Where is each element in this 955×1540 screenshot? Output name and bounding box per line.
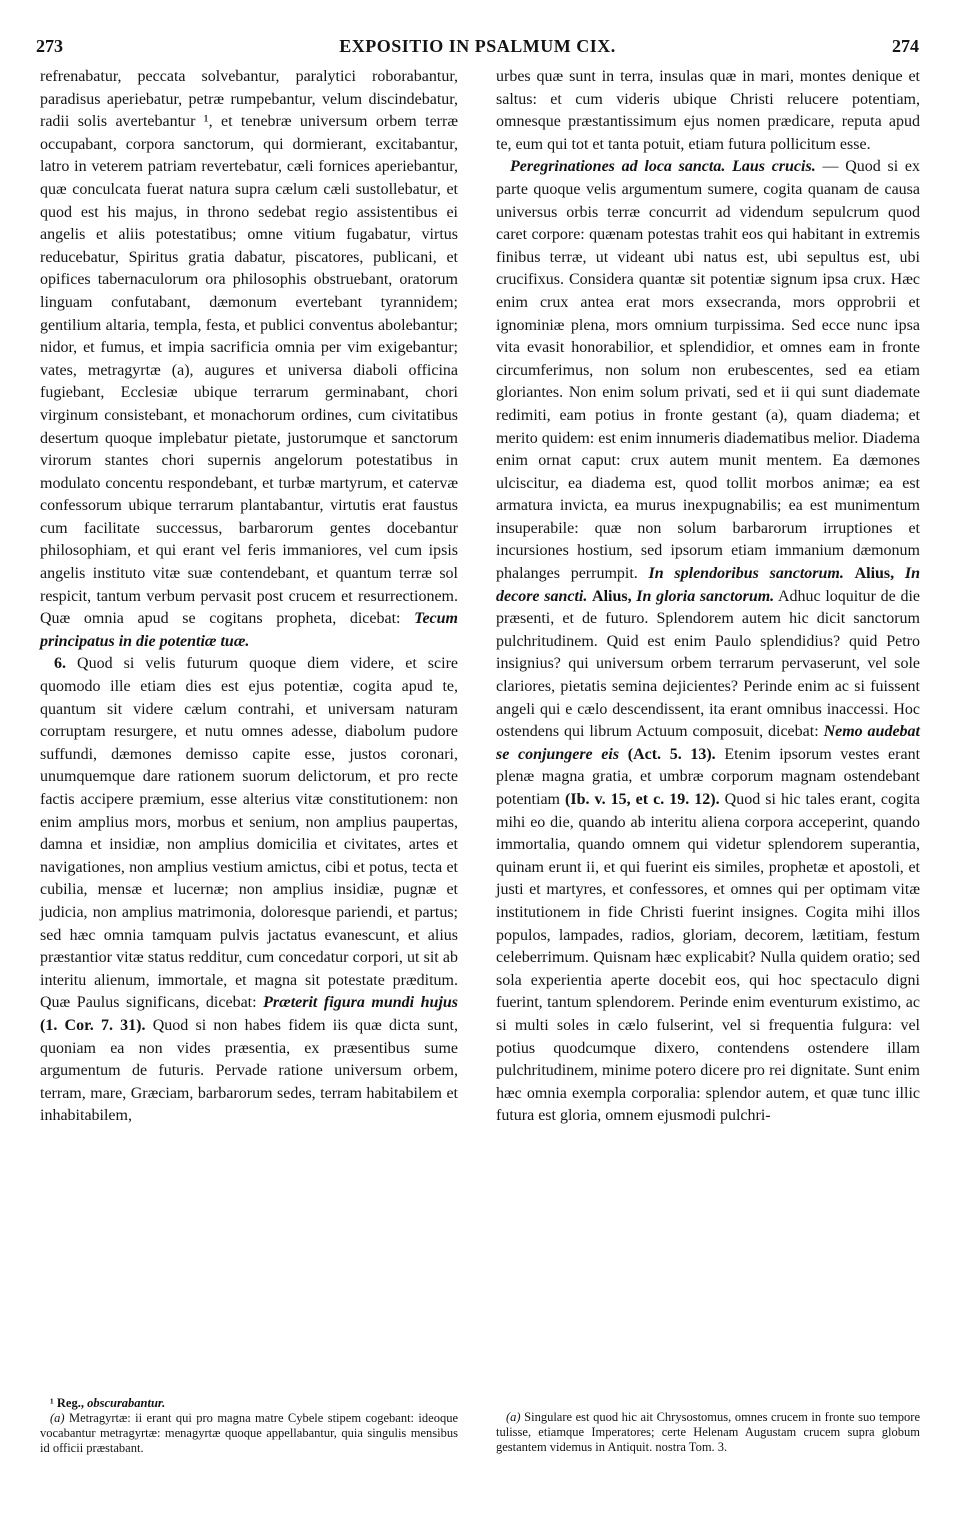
footnote-a-right	[496, 1410, 920, 1455]
section-heading: Peregrinationes ad loca sancta. Laus crucis.	[510, 158, 816, 176]
right-paragraph-1	[496, 66, 920, 156]
left-column-text	[40, 66, 458, 1396]
footnote-a-left	[40, 1411, 458, 1456]
right-paragraph-2-text-a: — Quod si ex parte quoque velis argumentum sumere, cogita quanam de causa universus orbis terræ concurrit ad videndum sepulcrum quod caret corpore: quænam potestas trahit eos qui habitant in extremis finibus terræ, ut videant ubi natus est, ubi sepultus est, ubi crucifixus. Considera quantæ sit potentiæ signum ipsa crux. Hæc enim crux antea erat mors exsecranda, mors opprobrii et ignominiæ plena, mors omnium turpissima. Sed ecce nunc ipsa vita evasit honorabilior, et splendidior, et omnes eam in fronte circumferimus, non solum non erubescentes, sed ea etiam gloriantes. Non enim solum privati, sed et ii qui sunt diademate redimiti, eam potius in fronte gestant (a), quam diadema; et merito quidem: est enim innumeris diadematibus melior. Diadema enim ornat caput: crux autem munit mentem. Ea dæmones ulciscitur, ea diadema est, quod tollit morbos animæ; ea est armatura invicta, ea murus inexpugnabilis; ea est munimentum insuperabile: quæ non solum barbarorum irruptiones et incursiones hostium, sed ipsorum etiam immanium dæmonum phalanges perrumpit.	[496, 158, 921, 583]
right-paragraph-2-text-b: Adhuc loquitur de die præsenti, et de futuro. Splendorem autem hic dicit sanctorum pulchritudinem. Quid est enim Paulo splendidius? quid Petro insignius? qui universum orbem terrarum pervaserunt, vel sole clariores, pietatis semina dejicientes? Perinde enim ac si fuissent angeli qui e cælo descendissent, ita erant omnibus inaccessi. Hoc ostendens qui librum Actuum composuit, dicebat:	[496, 587, 920, 741]
footnote-a-right-text: Singulare est quod hic ait Chrysostomus, omnes crucem in fronte suo tempore tulisse, etiamque Imperatores; certe Helenam Augustam crucem supra globum gestantem videmus in Antiquit. nostra Tom. 3.	[496, 1410, 920, 1454]
footnote-1-mark: ¹ Reg.,	[50, 1396, 84, 1410]
page-number-right: 274	[892, 36, 919, 56]
psalm-quote-2: In decore sancti.	[496, 565, 921, 605]
acts-reference-1: (Act. 5. 13).	[627, 745, 716, 763]
section-number: 6.	[54, 655, 66, 673]
page-header	[36, 36, 919, 62]
scripture-quote: Præterit figura mundi hujus	[263, 994, 459, 1012]
footnotes-right	[496, 1410, 920, 1455]
left-paragraph-1-text: refrenabatur, peccata solvebantur, paralytici roborabantur, paradisus aperiebatur, petræ rumpebantur, velum discindebatur, radii solis avertebantur ¹, et tenebræ universum orbem terræ occupabant, corpora sanctorum, qui dormierant, excitabantur, latro in veterem patriam revertebatur, cæli fornices aperiebantur, quæ conculcata fuerat natura supra cælum cæli sustollebatur, et quod est his majus, in throno sedebat regio assistentibus ei angelis et aliis potestatibus; omne vitium fugabatur, virtus reducebatur, Spiritus gratia dabatur, piscatores, publicani, et opifices tabernaculorum ora philosophis obstruebant, oratorum linguam confutabant, dæmonum evertebant tyrannidem; gentilium altaria, templa, festa, et publici conventus abolebantur; nidor, et fumus, et impia sacrificia omnia per vim exigebantur; vates, metragyrtæ (a), augures et universa diaboli officina fugiebant, Ecclesiæ ubique terrarum germinabant, chori virginum consistebant, et monachorum ordines, cum civitatibus desertum quoque implebatur pietate, justorumque et sanctorum virorum stantes chori supernis angelorum potestatibus in modulato concentu respondebant, et turbæ martyrum, et catervæ confessorum ubique terrarum plantabantur, virtutis erat faustus cum facilitate successus, barbarorum gentes docebantur philosophiam, et qui erant vel feris immaniores, vel cum ipsis angelis instituto vitæ suæ contendebant, et quantum terræ sol respicit, tantum verbum pervasit post crucem et resurrectionem. Quæ omnia apud se cogitans propheta, dicebat:	[40, 68, 458, 628]
footnote-a-left-text: Metragyrtæ: ii erant qui pro magna matre Cybele stipem cogebant: ideoque vocabantur metragyrtæ: menagyrtæ quoque appellabantur, quia singulis mensibus id officii præstabant.	[40, 1411, 459, 1455]
right-paragraph-2	[496, 156, 920, 1128]
left-paragraph-2-text-b: Quod si non habes fidem iis quæ dicta sunt, quoniam ea non vides præsentia, ex præsentibus sume argumentum de futuris. Pervade ratione universum orbem, terram, mare, Græciam, barbarorum sedes, terram habitabilem et inhabitabilem,	[40, 1016, 458, 1125]
right-paragraph-2-text-d: Quod si hic tales erant, cogita mihi eo die, quando ab interitu aliena corpora acceperint, quando immortalia, quando omnem qui videtur splendorem superantia, quinam erunt ii, et qui fuerint eis similes, prophetæ et apostoli, et justi et martyres, et confessores, et omnes qui per optimam vitæ institutionem in fide Christi fuerint insignes. Cogita mihi illos populos, lampades, radios, gloriam, decorem, lætitiam, festum celeberrimum. Quisnam hæc explicabit? Nulla quidem oratio; sed sola experientia aperte docebit eos, qui hoc spectaculo digni fuerint, tantum splendorem. Perinde enim eventurum existimo, ac si multi soles in cælo fulserint, vel si frequentia fulgura: vel potius quodcumque dixero, contendens ostendere illam pulchritudinem, minime potero dicere pro rei dignitate. Sunt enim hæc omnia exempla corporalia: splendor autem, et quæ tunc illic futura est gloria, omnem ejusmodi pulchri-	[496, 791, 920, 1125]
left-paragraph-1	[40, 66, 458, 653]
running-title: EXPOSITIO IN PSALMUM CIX.	[339, 36, 616, 56]
left-column	[40, 66, 458, 1396]
scripture-reference: (1. Cor. 7. 31).	[40, 1016, 146, 1034]
acts-quote: Nemo audebat se conjungere eis	[496, 723, 921, 763]
footnotes-left	[40, 1396, 458, 1456]
acts-reference-2: (Ib. v. 15, et c. 19. 12).	[565, 791, 720, 808]
footnote-1	[40, 1396, 458, 1411]
psalm-quote-3: In gloria sanctorum.	[636, 587, 775, 605]
page-number-left: 273	[36, 36, 63, 56]
psalm-quote-1: In splendoribus sanctorum.	[648, 565, 844, 583]
footnote-a-left-mark: (a)	[50, 1411, 65, 1425]
right-column	[496, 66, 920, 1396]
right-paragraph-1-text: urbes quæ sunt in terra, insulas quæ in mari, montes denique et saltus: et cum videris ubique Christi relucere potentiam, omnesque præstantissimum ejus nomen prædicare, reputa apud te, eum qui tot et tanta potuit, etiam futura pollicitum esse.	[496, 68, 920, 153]
alius-label-1: Alius,	[854, 565, 895, 583]
footnote-a-right-mark: (a)	[506, 1410, 521, 1424]
left-paragraph-2-text-a: Quod si velis futurum quoque diem videre, et scire quomodo ille etiam dies est ejus potentiæ, cogita apud te, quantum sit videre cælum contrahi, et universam naturam corruptam resurgere, et nutu omnes adesse, diabolum pudore suffundi, dæmones demisso capite esse, justos coronari, unumquemque dare rationem suorum delictorum, et pro recte factis accipere præmium, esse alterius vitæ constitutionem: non enim amplius mors, morbus et senium, non amplius paupertas, damna et insidiæ, non amplius domicilia et civitates, artes et navigationes, non amplius vestium amictus, cibi et potus, tecta et cubilia, mensæ et lucernæ; non amplius insidiæ, pugnæ et judicia, non amplius matrimonia, doloresque pariendi, et partus; sed hæc omnia tamquam pulvis jactatus evanescunt, et alius præstantior vitæ status redditur, cum concedatur corpori, ut sit ab interitu alienum, immortale, et magna sit potestate præditum. Quæ Paulus significans, dicebat:	[40, 655, 459, 1012]
left-paragraph-2	[40, 653, 458, 1127]
right-paragraph-2-text-c: Etenim ipsorum vestes erant plenæ magna gratia, et umbræ corporum magnam ostendebant potentiam	[496, 745, 921, 808]
footnote-1-text: obscurabantur.	[87, 1396, 166, 1410]
right-column-text	[496, 66, 920, 1396]
psalm-quote: Tecum principatus in die potentiæ tuæ.	[40, 610, 458, 650]
alius-label-2: Alius,	[592, 587, 632, 605]
